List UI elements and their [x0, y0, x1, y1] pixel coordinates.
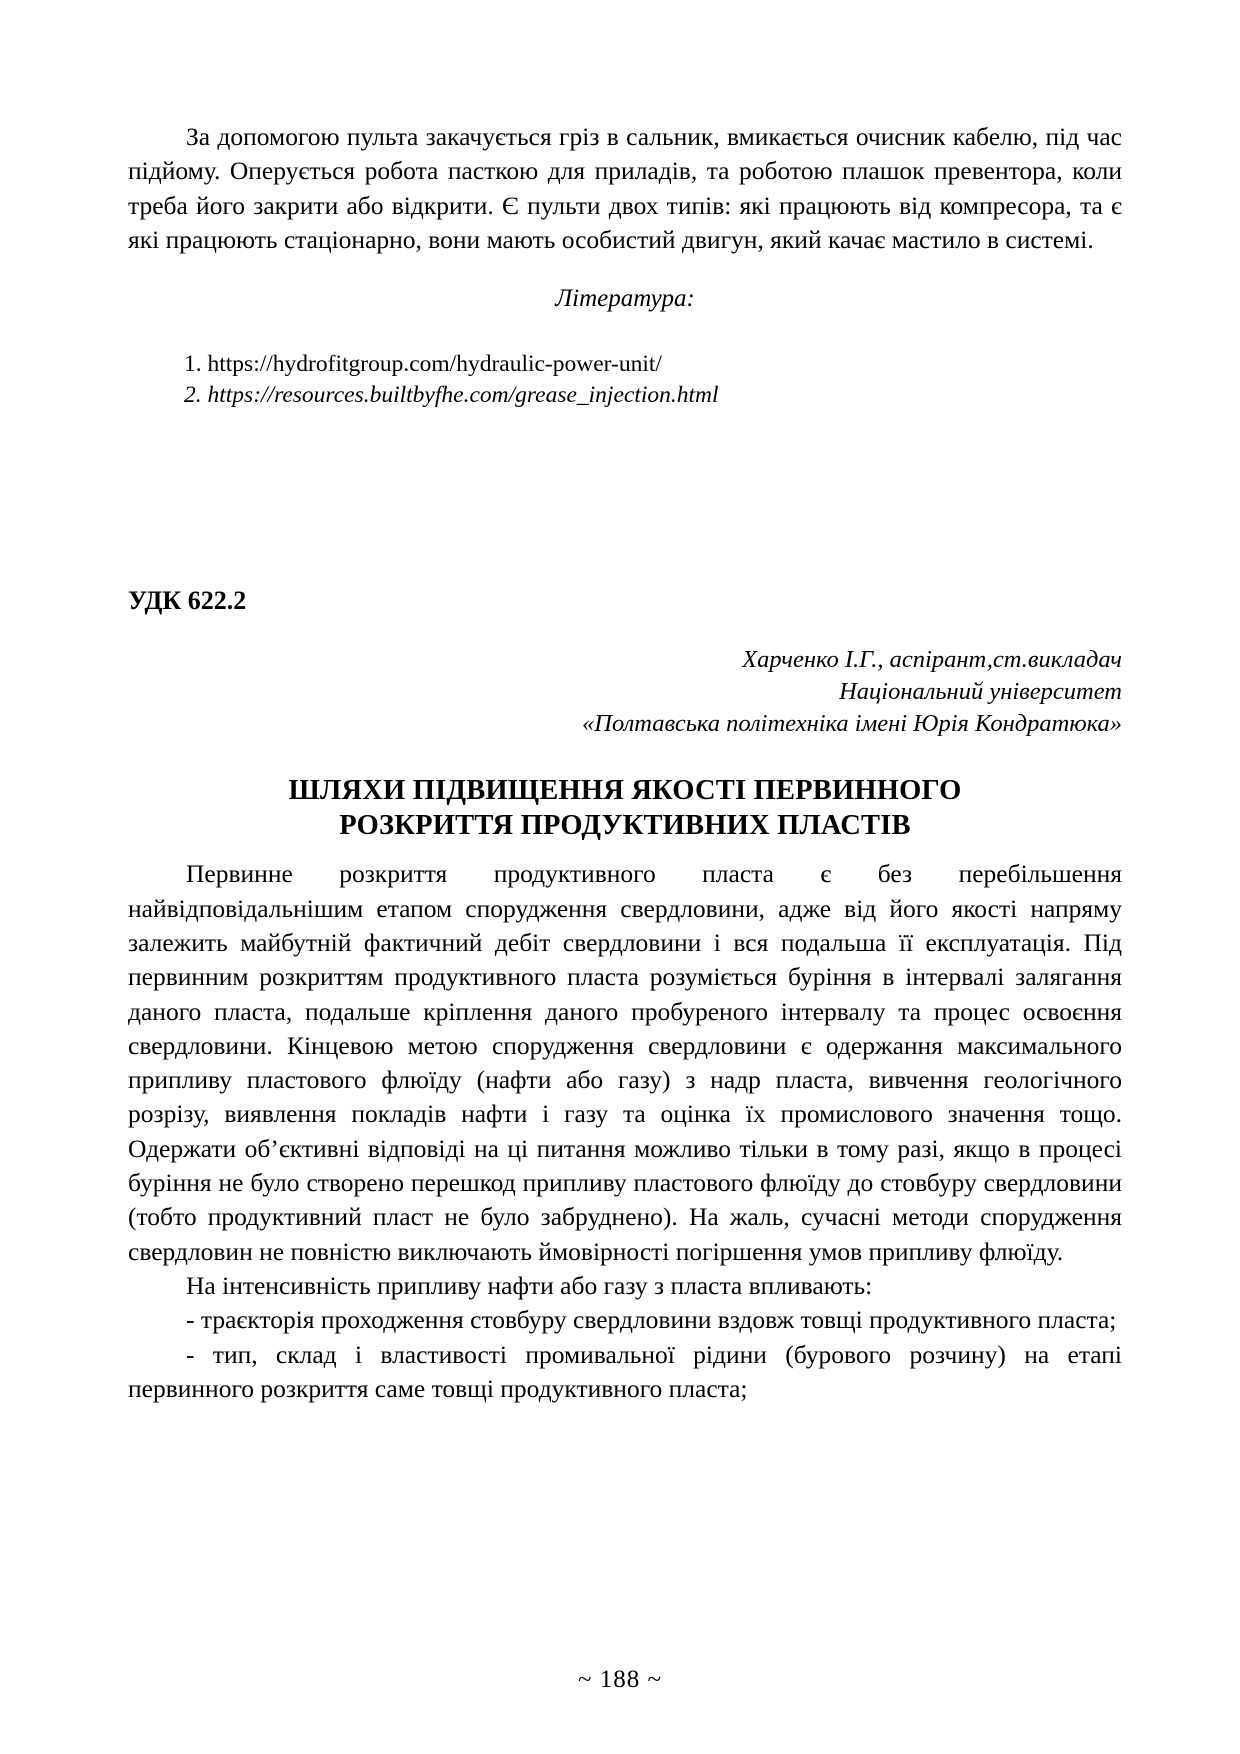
- author-name: Харченко І.Г., аспірант,ст.викладач: [742, 646, 1122, 674]
- author-affiliation-block: [128, 644, 1122, 740]
- references-list: [128, 349, 1122, 410]
- article-title: [128, 774, 1122, 844]
- article-title-line-2: РОЗКРИТТЯ ПРОДУКТИВНИХ ПЛАСТІВ: [339, 809, 911, 841]
- udk-block: [128, 586, 1122, 616]
- reference-number-1: 1.: [184, 351, 202, 378]
- references-heading: Література:: [555, 285, 695, 313]
- article-paragraph-2: На інтенсивність припливу нафти або газу з пласта впливають:: [186, 1270, 873, 1300]
- article-bullet-2: - тип, склад і властивості промивальної рідини (бурового розчину) на етапі первинного розкриття саме товщі продуктивного пласта;: [128, 1339, 1122, 1403]
- page-number: ~ 188 ~: [577, 1666, 663, 1693]
- reference-url-1: https://hydrofitgroup.com/hydraulic-power-unit/: [207, 351, 662, 378]
- reference-item-2: [128, 380, 1122, 411]
- reference-url-2: https://resources.builtbyfhe.com/grease_injection.html: [207, 381, 719, 408]
- author-organization-name: «Полтавська політехніка імені Юрія Кондратюка»: [582, 709, 1122, 737]
- reference-item-1: [128, 349, 1122, 380]
- udk-code: УДК 622.2: [128, 586, 247, 616]
- author-organization: Національний університет: [839, 678, 1122, 706]
- previous-section-paragraph: За допомогою пульта закачується гріз в сальник, вмикається очисник кабелю, під час підйому. Оперується робота пасткою для приладів, та роботою плашок превентора, коли треба його закрити або відкрити. Є пульти двох типів: які працюють від компресора, та є які працюють стаціонарно, вони мають особистий двигун, який качає мастило в системі.: [128, 122, 1122, 254]
- reference-number-2: 2.: [184, 381, 202, 408]
- article-title-line-1: ШЛЯХИ ПІДВИЩЕННЯ ЯКОСТІ ПЕРВИННОГО: [288, 774, 962, 806]
- article-paragraph-1: Первинне розкриття продуктивного пласта є без перебільшення найвідповідальнішим етапом спорудження свердловини, адже від його якості напряму залежить майбутній фактичний дебіт свердловини і вся подальша її експлуатація. Під первинним розкриттям продуктивного пласта розуміється буріння в інтервалі залягання даного пласта, подальше кріплення даного пробуреного інтервалу та процес освоєння свердловини. Кінцевою метою спорудження свердловини є одержання максимального припливу пластового флюїду (нафти або газу) з надр пласта, вивчення геологічного розрізу, виявлення покладів нафти і газу та оцінка їх промислового значення тощо. Одержати об’єктивні відповіді на ці питання можливо тільки в тому разі, якщо в процесі буріння не було створено перешкод припливу пластового флюїду до стовбуру свердловини (тобто продуктивний пласт не було забруднено). На жаль, сучасні методи спорудження свердловин не повністю виключають ймовірності погіршення умов припливу флюїду.: [128, 859, 1122, 1266]
- article-bullet-1: - траєкторія проходження стовбуру свердловини вздовж товщі продуктивного пласта;: [186, 1305, 1117, 1335]
